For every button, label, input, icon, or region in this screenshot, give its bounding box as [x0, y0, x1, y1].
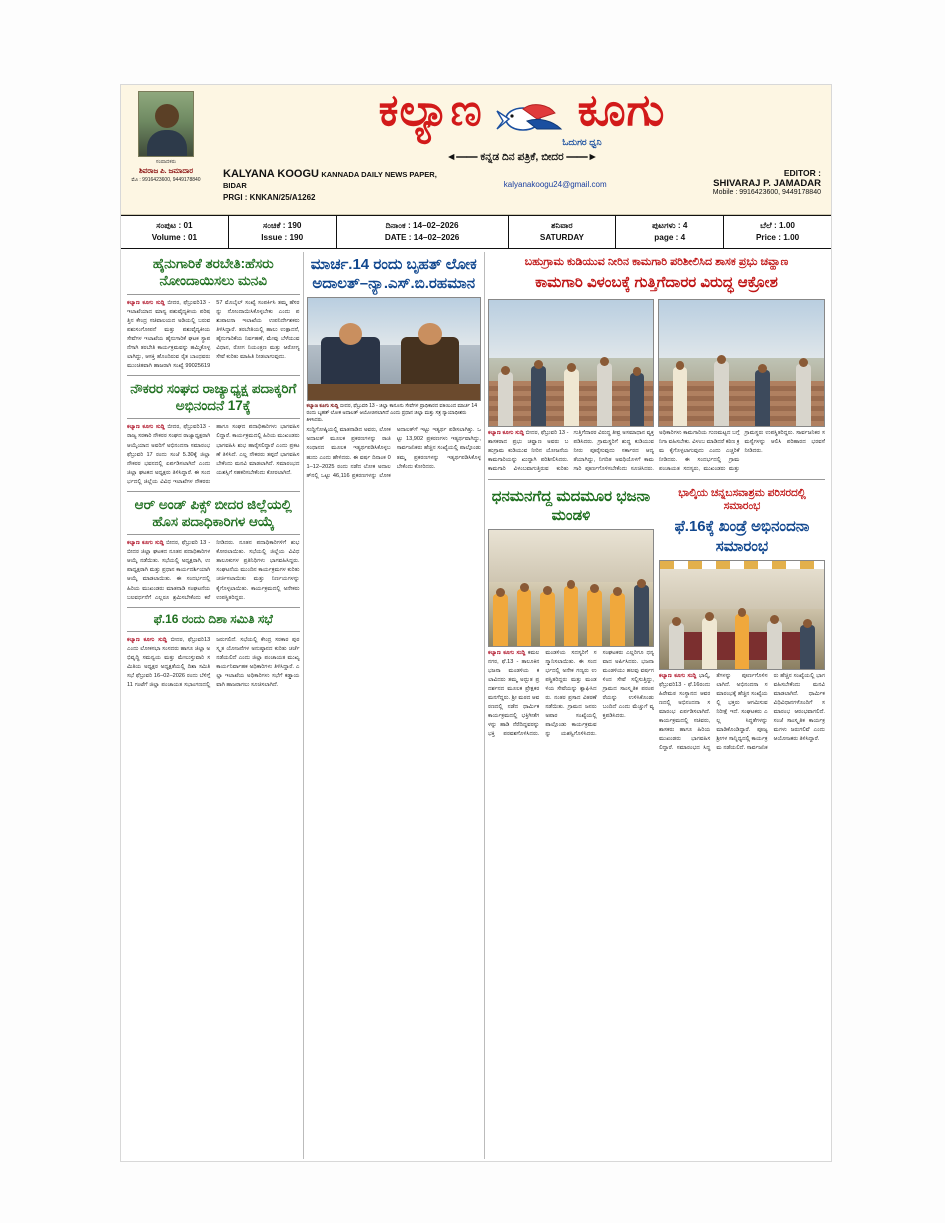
- caption-body: ಬೀದರ, ಫೆಬ್ರುವರಿ 13 - ಜಿಲ್ಲಾ ಕಾನೂನು ಸೇವೆಗಳ ಪ್ರಾಧಿಕಾರದ ವತಿಯಿಂದ ಮಾರ್ಚ 14 ರಂದು ಬೃಹತ್ ಲೋಕ ಅದಾಲತ್ ಆಯೋಜಿಸಲಾಗಿದೆ ಎಂದು ಪ್ರಧಾನ ಜಿಲ್ಲಾ ಮತ್ತು ಸತ್ರ ನ್ಯಾಯಾಧೀಶರು ತಿಳಿಸಿದರು.: [306, 403, 477, 424]
- masthead-title-block: [217, 87, 827, 202]
- paper-tagline: [217, 151, 827, 164]
- rule: [127, 534, 300, 535]
- headline-padadhikarigala-ayke: ಆರ್ ಅಂಡ್ ಪಿಕ್ಸ್ ಬೀದರ ಜಿಲ್ಲೆಯಲ್ಲಿ ಹೊಸ ಪದಾಧಿಕಾರಿಗಳ ಆಯ್ಕೆ: [134, 496, 292, 530]
- tagline-ornament-left: ◄━━: [446, 150, 478, 163]
- photo-person: [517, 589, 532, 646]
- tagline-ornament-right: ━━►: [566, 150, 598, 163]
- editor-portrait: [138, 91, 194, 157]
- page-content: [121, 249, 831, 1159]
- photo-water-project-inspection: [488, 299, 655, 427]
- photo-person: [531, 366, 546, 426]
- article-bhajana-mandali: [488, 484, 654, 754]
- photo-person: [493, 594, 508, 645]
- article-hainugarike: [127, 255, 300, 371]
- photo-person: [796, 364, 811, 426]
- caption-lok-adalat: [307, 403, 481, 424]
- body-text: ಕಮಲನಗರ, ಫೆ.13 - ತಾಲೂಕಿನ ಭಜನಾ ಮಂಡಳಿಯ ಕಲಾವಿದರು ತಮ್ಮ ಅದ್ಭುತ ಪ್ರದರ್ಶನದ ಮೂಲಕ ಪ್ರೇಕ್ಷಕರ ಮನಗೆದ್ದರು. ಶ್ರೀ ಮಠದ ಆವರಣದಲ್ಲಿ ನಡೆದ ಧಾರ್ಮಿಕ ಕಾರ್ಯಕ್ರಮದಲ್ಲಿ ಭಕ್ತಿಗೀತೆಗಳನ್ನು ಹಾಡಿ ನೆರೆದಿದ್ದವರನ್ನು ಭಕ್ತಿ ಪರವಶಗೊಳಿಸಿದರು. ಮಂಡಳಿಯ ಸದಸ್ಯರಿಗೆ ಸನ್ಮಾನಿಸಲಾಯಿತು. ಈ ಸಂದರ್ಭದಲ್ಲಿ ಅನೇಕ ಗಣ್ಯರು ಉಪಸ್ಥಿತರಿದ್ದರು ಮತ್ತು ಮಂಡಳಿಯ ಸೇವೆಯನ್ನು ಶ್ಲಾಘಿಸಿದರು. ನಂತರ ಪ್ರಸಾದ ವಿತರಣೆ ನಡೆಯಿತು. ಗ್ರಾಮದ ಜನರು ಅಪಾರ ಸಂಖ್ಯೆಯಲ್ಲಿ ಪಾಲ್ಗೊಂಡು ಕಾರ್ಯಕ್ರಮವನ್ನು ಯಶಸ್ವಿಗೊಳಿಸಿದರು. ಸಂಘಟಕರು ಎಲ್ಲರಿಗೂ ಧನ್ಯವಾದ ಅರ್ಪಿಸಿದರು. ಭಜನಾ ಮಂಡಳಿಯು ಹಲವು ವರ್ಷಗಳಿಂದ ಸೇವೆ ಸಲ್ಲಿಸುತ್ತಿದ್ದು, ಗ್ರಾಮದ ಸಾಂಸ್ಕೃತಿಕ ಪರಂಪರೆಯನ್ನು ಉಳಿಸಿಕೊಂಡು ಬಂದಿದೆ ಎಂದು ಮೆಚ್ಚುಗೆ ವ್ಯಕ್ತಪಡಿಸಿದರು.: [487, 649, 654, 738]
- body-lok-adalat: [307, 426, 481, 480]
- editor-mobile-en: Mobile : 9916423600, 9449178840: [712, 188, 821, 196]
- rule: [127, 294, 300, 295]
- paper-identity: [223, 168, 460, 202]
- article-naukarara-sangha: [127, 380, 300, 487]
- photo-head: [501, 366, 510, 375]
- editor-name-en: SHIVARAJ P. JAMADAR: [713, 177, 821, 189]
- info-price-en: Price : 1.00: [755, 232, 800, 242]
- masthead-subbar: [217, 168, 827, 202]
- photo-people-group: [489, 576, 653, 646]
- body-water-project: [488, 429, 825, 474]
- info-date: [337, 216, 509, 248]
- body-bhajana-mandali: [488, 649, 654, 739]
- photo-person: [610, 593, 625, 646]
- byline-lead: ಕಲ್ಯಾಣ ಕೂಗು ಸುದ್ದಿ: [487, 430, 524, 437]
- info-issue-kn: ಸಂಚಿಕೆ : 190: [263, 221, 302, 230]
- body-padadhikarigala-ayke: [127, 539, 300, 602]
- photo-background: [659, 300, 824, 358]
- byline-lead: ಕಲ್ಯಾಣ ಕೂಗು ಸುದ್ದಿ: [127, 540, 164, 547]
- photo-head: [637, 579, 646, 588]
- column-three: [485, 252, 828, 1159]
- body-text: ಬೀದರ, ಫೆಬ್ರುವರಿ13 - ಇಲಾಖೆಯಾದ ಮಾನ್ಯ ಪಶುವೈದ್ಯಕೀಯ ಪರಿಷತ್ತಿನ ಕೇಂದ್ರ ಸಚಿವಾಲಯದ ಅಡಿಯಲ್ಲಿ ಬರುವ ಪಶುಸಂಗೋಪನೆ ಮತ್ತು ಪಶುವೈದ್ಯಕೀಯ ಸೇವೆಗಳ ಇಲಾಖೆಯ ಹೈನುಗಾರಿಕೆ ಘಟಕ ಸ್ಥಾಪನೆಗಾಗಿ ತರಬೇತಿ ಕಾರ್ಯಕ್ರಮವನ್ನು ಹಮ್ಮಿಕೊಳ್ಳಲಾಗಿದ್ದು, ಆಸಕ್ತಿ ಹೊಂದಿರುವ ರೈತ ಬಾಂಧವರು ಮುಂಚಿತವಾಗಿ ಹಾಜರಾಗಿ ಸಂಖ್ಯೆ 9902561957 ಮೊಬೈಲ್ ಸಂಖ್ಯೆ ಸಂಪರ್ಕಿಸಿ ತಮ್ಮ ಹೆಸರನ್ನು ನೋಂದಾಯಿಸಿಕೊಳ್ಳಬೇಕು ಎಂದು ಪಶುಪಾಲನಾ ಇಲಾಖೆಯ ಉಪನಿರ್ದೇಶಕರು ತಿಳಿಸಿದ್ದಾರೆ. ತರಬೇತಿಯಲ್ಲಿ ಹಾಲು ಉತ್ಪಾದನೆ, ಹೈನುಗಾರಿಕೆಯ ನಿರ್ವಹಣೆ, ಮೇವು ಬೆಳೆಯುವ ವಿಧಾನ, ರೋಗ ನಿಯಂತ್ರಣ ಮತ್ತು ಆರೋಗ್ಯ ಸೇವೆ ಕುರಿತು ಮಾಹಿತಿ ನೀಡಲಾಗುವುದು.: [127, 299, 300, 369]
- masthead: [121, 85, 831, 215]
- dove-logo-icon: [493, 99, 567, 143]
- article-padadhikarigala-ayke: [127, 496, 300, 603]
- editor-name-kannada: ಶಿವರಾಜ ಪಿ. ಜಮಾದಾರ: [138, 167, 194, 175]
- photo-face: [418, 323, 441, 345]
- column-one: [124, 252, 304, 1159]
- body-hainugarike: [127, 299, 300, 371]
- info-pages: [616, 216, 724, 248]
- photo-head: [543, 586, 552, 595]
- info-weekday-en: SATURDAY: [539, 232, 584, 242]
- photo-person: [673, 367, 688, 426]
- photo-khandre-ceremony: [659, 560, 825, 670]
- column-two: [304, 252, 485, 1159]
- editor-photo-block: [131, 91, 201, 183]
- photo-head: [770, 615, 779, 624]
- info-price: [724, 216, 831, 248]
- info-pages-kn: ಪುಟಗಳು : 4: [652, 221, 688, 230]
- byline-lead: ಕಲ್ಯಾಣ ಕೂಗು ಸುದ್ದಿ: [127, 636, 167, 643]
- photo-head: [496, 588, 505, 597]
- photo-person: [597, 363, 612, 426]
- issue-info-strip: [121, 215, 831, 249]
- photo-background: [489, 300, 654, 358]
- photo-head: [803, 619, 812, 628]
- body-text: ಬೀದರ, ಫೆಬ್ರುವರಿ 13 - ಬೀದರ ಜಿಲ್ಲಾ ಘಟಕದ ನೂತನ ಪದಾಧಿಕಾರಿಗಳ ಆಯ್ಕೆ ನಡೆಯಿತು. ಸಭೆಯಲ್ಲಿ ಅಧ್ಯಕ್ಷರಾಗಿ, ಉಪಾಧ್ಯಕ್ಷರಾಗಿ ಮತ್ತು ಪ್ರಧಾನ ಕಾರ್ಯದರ್ಶಿಯಾಗಿ ಆಯ್ಕೆ ಮಾಡಲಾಯಿತು. ಈ ಸಂದರ್ಭದಲ್ಲಿ ಹಿರಿಯ ಮುಖಂಡರು ಮಾತನಾಡಿ ಸಂಘಟನೆಯ ಬಲವರ್ಧನೆಗೆ ಎಲ್ಲರೂ ಶ್ರಮಿಸಬೇಕೆಂದು ಕರೆ ನೀಡಿದರು. ನೂತನ ಪದಾಧಿಕಾರಿಗಳಿಗೆ ಶುಭ ಕೋರಲಾಯಿತು. ಸಭೆಯಲ್ಲಿ ಜಿಲ್ಲೆಯ ವಿವಿಧ ತಾಲೂಕುಗಳ ಪ್ರತಿನಿಧಿಗಳು ಭಾಗವಹಿಸಿದ್ದರು. ಸಂಘಟನೆಯ ಮುಂದಿನ ಕಾರ್ಯಕ್ರಮಗಳ ಕುರಿತು ಚರ್ಚಿಸಲಾಯಿತು ಮತ್ತು ನಿರ್ಣಯಗಳನ್ನು ಕೈಗೊಳ್ಳಲಾಯಿತು. ಕಾರ್ಯಕ್ರಮದಲ್ಲಿ ಅನೇಕರು ಉಪಸ್ಥಿತರಿದ್ದರು.: [127, 540, 300, 601]
- info-issue: [229, 216, 337, 248]
- photo-lok-adalat-press-meet: [307, 297, 481, 401]
- body-text: ಬೀದರ, ಫೆಬ್ರುವರಿ 13 - ಶಾಸಕರಾದ ಪ್ರಭು ಚವ್ಹಾಣ ಅವರು ಬಹುಗ್ರಾಮ ಕುಡಿಯುವ ನೀರಿನ ಯೋಜನೆಯ ಕಾಮಗಾರಿಯನ್ನು ಖುದ್ದಾಗಿ ಪರಿಶೀಲಿಸಿದರು. ಕಾಮಗಾರಿ ವಿಳಂಬವಾಗುತ್ತಿರುವ ಕುರಿತು ಗುತ್ತಿಗೆದಾರರ ವಿರುದ್ಧ ತೀವ್ರ ಅಸಮಾಧಾನ ವ್ಯಕ್ತಪಡಿಸಿದರು. ಗ್ರಾಮಸ್ಥರಿಗೆ ಶುದ್ಧ ಕುಡಿಯುವ ನೀರು ಪೂರೈಸುವುದು ಸರ್ಕಾರದ ಆದ್ಯತೆಯಾಗಿದ್ದು, ನಿಗದಿತ ಅವಧಿಯೊಳಗೆ ಕಾಮಗಾರಿ ಪೂರ್ಣಗೊಳಿಸಬೇಕೆಂದು ಸೂಚಿಸಿದರು. ಅಧಿಕಾರಿಗಳು ಕಾಮಗಾರಿಯ ಗುಣಮಟ್ಟದ ಬಗ್ಗೆ ನಿಗಾ ವಹಿಸಬೇಕು. ವಿಳಂಬ ಮಾಡಿದರೆ ಕಠಿಣ ಕ್ರಮ ಕೈಗೊಳ್ಳಲಾಗುವುದು ಎಂದು ಎಚ್ಚರಿಕೆ ನೀಡಿದರು. ಈ ಸಂದರ್ಭದಲ್ಲಿ ಗ್ರಾಮ ಪಂಚಾಯತ ಸದಸ್ಯರು, ಮುಖಂಡರು ಮತ್ತು ಗ್ರಾಮಸ್ಥರು ಉಪಸ್ಥಿತರಿದ್ದರು. ಸಾರ್ವಜನಿಕರ ಸಮಸ್ಯೆಗಳನ್ನು ಆಲಿಸಿ ಪರಿಹಾರದ ಭರವಸೆ ನೀಡಿದರು.: [487, 430, 825, 473]
- photo-row-water-project: [488, 296, 825, 429]
- editor-mobile-kannada: ಮೊ : 9916423600, 9449178840: [131, 176, 201, 183]
- info-pages-en: page : 4: [654, 232, 686, 242]
- headline-lok-adalat: ಮಾರ್ಚ.14 ರಂದು ಬೃಹತ್ ಲೋಕ ಅದಾಲತ್–ನ್ಯಾ.ಎಸ್.ಬಿ.ರಹಮಾನ: [310, 256, 477, 293]
- body-text: ಭಾಲ್ಕಿ, ಫೆಬ್ರುವರಿ13 - ಫೆ.16ರಂದು ಹಿರೇಮಠ ಸಂಸ್ಥಾನದ ಆವರಣದಲ್ಲಿ ಅಭಿನಂದನಾ ಸಮಾರಂಭ ಏರ್ಪಡಿಸಲಾಗಿದೆ. ಕಾರ್ಯಕ್ರಮದಲ್ಲಿ ಸಚಿವರು, ಶಾಸಕರು ಹಾಗೂ ಹಿರಿಯ ಮುಖಂಡರು ಭಾಗವಹಿಸಲಿದ್ದಾರೆ. ಸಮಾರಂಭದ ಸಿದ್ಧತೆಗಳನ್ನು ಪೂರ್ಣಗೊಳಿಸಲಾಗಿದೆ. ಅಭಿನಂದನಾ ಸಮಾರಂಭಕ್ಕೆ ಹೆಚ್ಚಿನ ಸಂಖ್ಯೆಯಲ್ಲಿ ಭಕ್ತರು ಆಗಮಿಸುವ ನಿರೀಕ್ಷೆ ಇದೆ. ಸಂಘಟಕರು ಎಲ್ಲ ಸಿದ್ಧತೆಗಳನ್ನು ಮಾಡಿಕೊಂಡಿದ್ದಾರೆ. ಪೂಜ್ಯ ಶ್ರೀಗಳ ಸಾನ್ನಿಧ್ಯದಲ್ಲಿ ಕಾರ್ಯಕ್ರಮ ನಡೆಯಲಿದೆ. ಸಾರ್ವಜನಿಕರು ಹೆಚ್ಚಿನ ಸಂಖ್ಯೆಯಲ್ಲಿ ಭಾಗವಹಿಸಬೇಕೆಂದು ಮನವಿ ಮಾಡಲಾಗಿದೆ. ಧಾರ್ಮಿಕ ವಿಧಿವಿಧಾನಗಳೊಂದಿಗೆ ಸಮಾರಂಭ ಆರಂಭವಾಗಲಿದೆ. ಸಂಜೆ ಸಾಂಸ್ಕೃತಿಕ ಕಾರ್ಯಕ್ರಮಗಳು ಜರುಗಲಿವೆ ಎಂದು ಆಯೋಜಕರು ತಿಳಿಸಿದ್ದಾರೆ.: [658, 672, 825, 752]
- photo-people-group: [489, 351, 654, 427]
- info-volume-en: Volume : 01: [151, 232, 198, 242]
- photo-person: [755, 370, 770, 426]
- paper-title-left: ಕಲ್ಯಾಣ: [378, 86, 483, 135]
- photo-person: [800, 625, 815, 669]
- photo-head: [567, 580, 576, 589]
- byline-lead: ಕಲ್ಯಾಣ ಕೂಗು ಸುದ್ದಿ: [658, 672, 697, 679]
- photo-person: [767, 621, 782, 669]
- editor-label: EDITOR :: [783, 167, 821, 178]
- photo-face: [339, 323, 362, 345]
- tagline-text: ಕನ್ನಡ ದಿನ ಪತ್ರಿಕೆ, ಬೀದರ: [480, 150, 564, 163]
- photo-person: [540, 592, 555, 646]
- paper-sub-en: KANNADA DAILY NEWS PAPER, BIDAR: [223, 169, 437, 190]
- article-water-project: [488, 255, 825, 475]
- photo-people-group: [660, 604, 824, 669]
- rule: [127, 418, 300, 419]
- photo-water-project-site: [658, 299, 825, 427]
- photo-head: [799, 358, 808, 367]
- info-issue-en: Issue : 190: [261, 232, 304, 242]
- photo-head: [520, 583, 529, 592]
- photo-person: [498, 372, 513, 426]
- byline-lead: ಕಲ್ಯಾಣ ಕೂಗು ಸುದ್ದಿ: [487, 649, 526, 656]
- body-disha-samiti: [127, 636, 300, 690]
- caption-lead: ಕಲ್ಯಾಣ ಕೂಗು ಸುದ್ದಿ: [306, 403, 339, 410]
- byline-lead: ಕಲ್ಯಾಣ ಕೂಗು ಸುದ್ದಿ: [127, 424, 165, 431]
- info-weekday: [509, 216, 617, 248]
- photo-head: [738, 608, 747, 617]
- article-khandre-abhinandana: [659, 484, 825, 754]
- page-footer-space: [121, 1159, 831, 1173]
- info-date-kn: ದಿನಾಂಕ : 14–02–2026: [385, 221, 459, 230]
- headline-hainugarike: ಹೈನುಗಾರಿಕೆ ತರಬೇತಿ:ಹೆಸರು ನೋಂದಾಯಿಸಲು ಮನವಿ: [152, 256, 274, 289]
- photo-person: [669, 623, 684, 668]
- headline-khandre: ಫೆ.16ಕ್ಕೆ ಖಂಡ್ರೆ ಅಭಿನಂದನಾ ಸಮಾರಂಭ: [674, 518, 810, 555]
- headline-bhajana-mandali: ಧನಮನಗೆದ್ದ ಮದಮೂರ ಭಜನಾ ಮಂಡಳಿ: [491, 487, 651, 524]
- rule: [127, 375, 300, 376]
- kicker-khandre: ಭಾಲ್ಕಿಯ ಚನ್ನಬಸವಾಶ್ರಮ ಪರಿಸರದಲ್ಲಿ ಸಮಾರಂಭ: [678, 486, 806, 512]
- photo-person: [564, 586, 579, 646]
- headline-disha-samiti: ಫೆ.16 ರಂದು ದಿಶಾ ಸಮಿತಿ ಸಭೆ: [153, 611, 273, 626]
- paper-name-en: KALYANA KOOGU: [223, 167, 319, 180]
- info-date-en: DATE : 14–02–2026: [384, 232, 460, 242]
- photo-people-group: [659, 351, 824, 427]
- rule: [127, 491, 300, 492]
- photo-desk: [308, 384, 480, 400]
- newspaper-sheet: [120, 84, 832, 1162]
- photo-person: [634, 585, 649, 646]
- photo-person: [735, 614, 750, 668]
- body-text: ಸುದ್ದಿಗೋಷ್ಠಿಯಲ್ಲಿ ಮಾತನಾಡಿದ ಅವರು, ಲೋಕ ಅದಾಲತ್ ಮೂಲಕ ಪ್ರಕರಣಗಳನ್ನು ರಾಜಿ ಸಂಧಾನದ ಮೂಲಕ ಇತ್ಯರ್ಥಪಡಿಸಿಕೊಳ್ಳಬಹುದು ಎಂದು ಹೇಳಿದರು. ಈ ವರ್ಷ ದಿನಾಂಕ 01–12–2025 ರಂದು ನಡೆದ ಲೋಕ ಅದಾಲತ್‌ನಲ್ಲಿ ಒಟ್ಟು 46,116 ಪ್ರಕರಣಗಳನ್ನು ಲೋಕ ಅದಾಲತ್‌ಗೆ ಇಟ್ಟು ಇತ್ಯರ್ಥ ಪಡಿಸಲಾಗಿತ್ತು. ಒಟ್ಟು 13,902 ಪ್ರಕರಣಗಳು ಇತ್ಯರ್ಥವಾಗಿದ್ದು, ಸಾರ್ವಜನಿಕರು ಹೆಚ್ಚಿನ ಸಂಖ್ಯೆಯಲ್ಲಿ ಪಾಲ್ಗೊಂಡು ತಮ್ಮ ಪ್ರಕರಣಗಳನ್ನು ಇತ್ಯರ್ಥಪಡಿಸಿಕೊಳ್ಳಬೇಕೆಂದು ಕೋರಿದರು.: [306, 427, 481, 479]
- photo-head: [534, 360, 543, 369]
- photo-head: [717, 355, 726, 364]
- info-weekday-kn: ಶನಿವಾರ: [551, 221, 573, 230]
- photo-background: [489, 530, 653, 582]
- editor-block-en: [650, 168, 821, 196]
- photo-head: [672, 617, 681, 626]
- info-price-kn: ಬೆಲೆ : 1.00: [760, 221, 795, 230]
- photo-person: [564, 369, 579, 426]
- email-address[interactable]: kalyanakoogu24@gmail.com: [503, 179, 607, 189]
- rule: [488, 479, 825, 480]
- info-volume: [121, 216, 229, 248]
- kicker-water-project: ಬಹುಗ್ರಾಮ ಕುಡಿಯುವ ನೀರಿನ ಕಾಮಗಾರಿ ಪರಿಶೀಲಿಸಿದ ಶಾಸಕ ಪ್ರಭು ಚವ್ಹಾಣ: [524, 256, 789, 268]
- photo-banner: [660, 561, 824, 569]
- photo-head: [758, 364, 767, 373]
- photo-head: [600, 357, 609, 366]
- photo-head: [705, 612, 714, 621]
- lower-section: [488, 484, 825, 754]
- photo-head: [590, 584, 599, 593]
- photo-person: [587, 590, 602, 646]
- rule: [127, 607, 300, 608]
- contact-email-block: [460, 168, 650, 189]
- rule: [127, 631, 300, 632]
- headline-water-project: ಕಾಮಗಾರಿ ವಿಳಂಬಕ್ಕೆ ಗುತ್ತಿಗೆದಾರರ ವಿರುದ್ಧ ಆಕ್ರೋಶ: [535, 274, 778, 292]
- photo-person: [714, 361, 729, 426]
- photo-head: [613, 587, 622, 596]
- body-khandre: [659, 672, 825, 753]
- photo-head: [567, 363, 576, 372]
- photo-person: [630, 373, 645, 426]
- body-text: ಬೀದರ, ಫೆಬ್ರುವರಿ13 ಎಂದು ಲೋಕಸಭಾ ಸಂಸದರು ಹಾಗೂ ಜಿಲ್ಲಾ ಅಭಿವೃದ್ಧಿ ಸಮನ್ವಯ ಮತ್ತು ಮೇಲುಸ್ತುವಾರಿ ಸಮಿತಿಯ ಅಧ್ಯಕ್ಷರ ಅಧ್ಯಕ್ಷತೆಯಲ್ಲಿ ದಿಶಾ ಸಮಿತಿ ಸಭೆ ಫೆಬ್ರುವರಿ 16–02–2026 ರಂದು ಬೆಳಿಗ್ಗೆ 11 ಗಂಟೆಗೆ ಜಿಲ್ಲಾ ಪಂಚಾಯತ ಸಭಾಂಗಣದಲ್ಲಿ ಜರುಗಲಿದೆ. ಸಭೆಯಲ್ಲಿ ಕೇಂದ್ರ ಸರಕಾರ ಪುರಸ್ಕೃತ ಯೋಜನೆಗಳ ಅನುಷ್ಠಾನದ ಕುರಿತು ಚರ್ಚೆ ನಡೆಯಲಿದೆ ಎಂದು ಜಿಲ್ಲಾ ಪಂಚಾಯತ ಮುಖ್ಯ ಕಾರ್ಯನಿರ್ವಾಹಕ ಅಧಿಕಾರಿಗಳು ತಿಳಿಸಿದ್ದಾರೆ. ಎಲ್ಲಾ ಇಲಾಖೆಯ ಅಧಿಕಾರಿಗಳು ಸಭೆಗೆ ಕಡ್ಡಾಯವಾಗಿ ಹಾಜರಾಗಲು ಸೂಚಿಸಲಾಗಿದೆ.: [127, 636, 300, 689]
- body-text: ಬೀದರ, ಫೆಬ್ರುವರಿ13 - ರಾಜ್ಯ ಸರಕಾರಿ ನೌಕರರ ಸಂಘದ ರಾಜ್ಯಾಧ್ಯಕ್ಷರಾಗಿ ಆಯ್ಕೆಯಾದ ಅವರಿಗೆ ಅಭಿನಂದನಾ ಸಮಾರಂಭ ಫೆಬ್ರುವರಿ 17 ರಂದು ಸಂಜೆ 5.30ಕ್ಕೆ ಜಿಲ್ಲಾ ನೌಕರರ ಭವನದಲ್ಲಿ ಏರ್ಪಡಿಸಲಾಗಿದೆ ಎಂದು ಜಿಲ್ಲಾ ಘಟಕದ ಅಧ್ಯಕ್ಷರು ತಿಳಿಸಿದ್ದಾರೆ. ಈ ಸಂದರ್ಭದಲ್ಲಿ ಜಿಲ್ಲೆಯ ವಿವಿಧ ಇಲಾಖೆಗಳ ನೌಕರರು ಹಾಗೂ ಸಂಘದ ಪದಾಧಿಕಾರಿಗಳು ಭಾಗವಹಿಸಲಿದ್ದಾರೆ. ಕಾರ್ಯಕ್ರಮದಲ್ಲಿ ಹಿರಿಯ ಮುಖಂಡರು ಭಾಗವಹಿಸಿ ಶುಭ ಹಾರೈಸಲಿದ್ದಾರೆ ಎಂದು ಪ್ರಕಟಣೆ ತಿಳಿಸಿದೆ. ಎಲ್ಲ ನೌಕರರು ತಪ್ಪದೆ ಭಾಗವಹಿಸಬೇಕೆಂದು ಮನವಿ ಮಾಡಲಾಗಿದೆ. ಸಮಾರಂಭದ ಯಶಸ್ಸಿಗೆ ಸಹಕರಿಸಬೇಕೆಂದು ಕೋರಲಾಗಿದೆ.: [127, 424, 300, 485]
- photo-person: [702, 618, 717, 669]
- paper-subtitle: ಓದುಗರ ಧ್ವನಿ: [562, 136, 602, 147]
- photo-bhajana-mandali-group: [488, 529, 654, 647]
- paper-title-right: ಕೂಗು: [577, 86, 666, 135]
- prgi-number: PRGI : KNKAN/25/A1262: [223, 192, 316, 202]
- headline-naukarara-sangha: ನೌಕರರ ಸಂಘದ ರಾಜ್ಯಾಧ್ಯಕ್ಷ ಪದಾಕ್ಕರಿಗೆ ಅಭಿನಂದನೆ 17ಕ್ಕೆ: [130, 380, 297, 414]
- info-volume-kn: ಸಂಪುಟ : 01: [156, 221, 193, 230]
- photo-head: [633, 367, 642, 376]
- editor-caption: ಸಂಪಾದಕರು: [155, 159, 177, 165]
- body-naukarara-sangha: [127, 423, 300, 486]
- article-disha-samiti: [127, 612, 300, 691]
- byline-lead: ಕಲ್ಯಾಣ ಕೂಗು ಸುದ್ದಿ: [127, 299, 165, 306]
- photo-head: [676, 361, 685, 370]
